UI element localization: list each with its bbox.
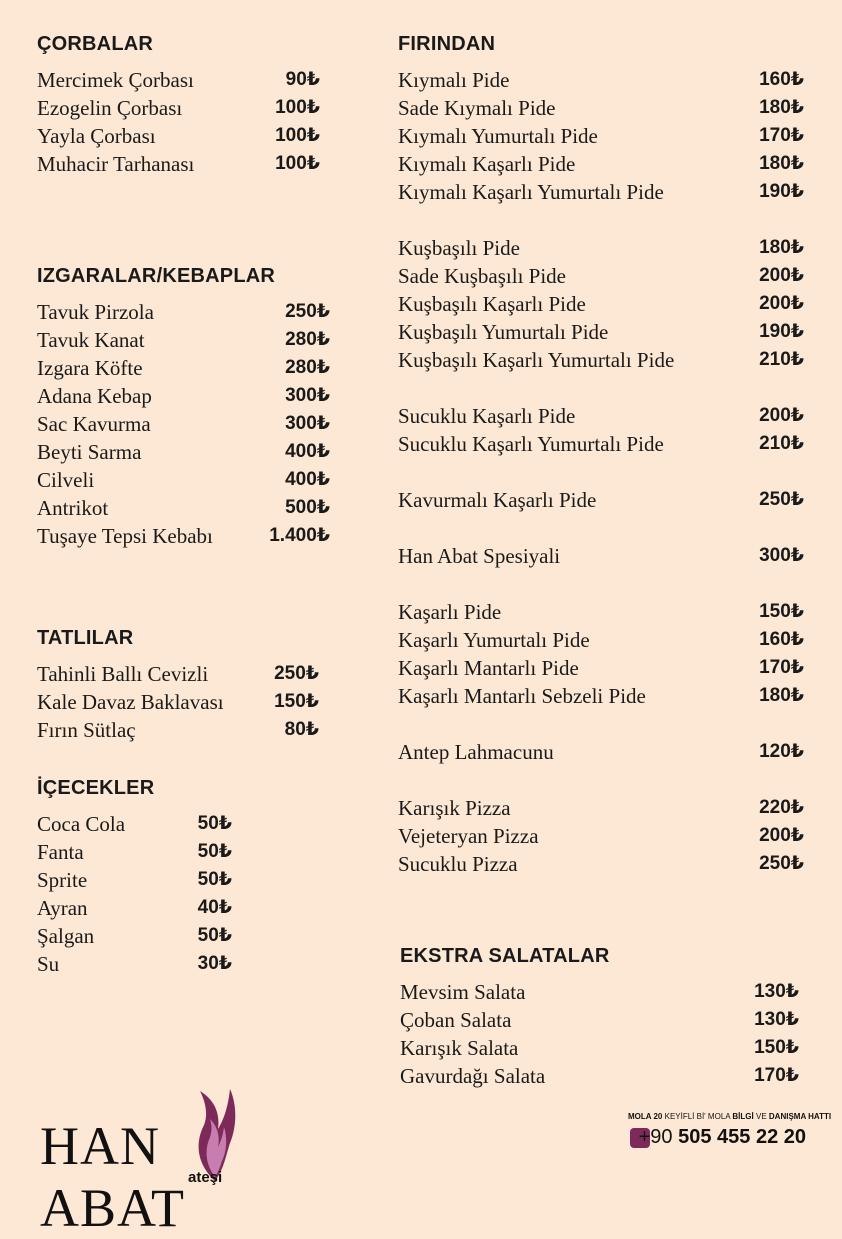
item-price: 150₺ bbox=[759, 601, 804, 622]
item-price: 200₺ bbox=[759, 405, 804, 426]
item-price: 400₺ bbox=[285, 469, 330, 490]
menu-item bbox=[37, 326, 330, 354]
menu-item bbox=[37, 122, 320, 150]
item-price: 50₺ bbox=[197, 841, 232, 862]
item-price: 100₺ bbox=[275, 125, 320, 146]
item-price: 100₺ bbox=[275, 153, 320, 174]
menu-item bbox=[400, 1062, 799, 1090]
menu-item bbox=[398, 122, 804, 150]
section-title: TATLILAR bbox=[37, 627, 134, 649]
menu-item bbox=[398, 150, 804, 178]
section-title: FIRINDAN bbox=[398, 33, 496, 55]
item-name: Sprite bbox=[37, 868, 88, 892]
menu-item bbox=[400, 1006, 799, 1034]
item-name: Karışık Pizza bbox=[398, 796, 511, 820]
contact-brand: MOLA 20 bbox=[628, 1112, 663, 1121]
menu-item bbox=[398, 682, 804, 710]
item-price: 120₺ bbox=[759, 741, 804, 762]
item-price: 180₺ bbox=[759, 237, 804, 258]
item-name: Karışık Salata bbox=[400, 1036, 519, 1060]
menu-item bbox=[37, 66, 320, 94]
item-price: 130₺ bbox=[754, 1009, 799, 1030]
item-price: 50₺ bbox=[197, 925, 232, 946]
menu-item bbox=[398, 290, 804, 318]
item-price: 170₺ bbox=[754, 1065, 799, 1086]
item-name: Beyti Sarma bbox=[37, 440, 142, 464]
item-price: 40₺ bbox=[197, 897, 232, 918]
item-name: Tahinli Ballı Cevizli bbox=[37, 662, 209, 686]
menu-item bbox=[37, 438, 330, 466]
item-price: 280₺ bbox=[285, 357, 330, 378]
menu-item bbox=[400, 1034, 799, 1062]
item-name: Kavurmalı Kaşarlı Pide bbox=[398, 488, 597, 512]
menu-item bbox=[398, 262, 804, 290]
item-price: 250₺ bbox=[759, 853, 804, 874]
menu-item bbox=[398, 486, 804, 514]
item-name: Kaşarlı Pide bbox=[398, 600, 502, 624]
contact-tagline-end: DANIŞMA HATTI bbox=[768, 1112, 832, 1121]
menu-item bbox=[398, 822, 804, 850]
item-price: 190₺ bbox=[759, 181, 804, 202]
contact-tagline-and: VE bbox=[755, 1112, 767, 1121]
item-name: Muhacir Tarhanası bbox=[37, 152, 195, 176]
item-price: 170₺ bbox=[759, 657, 804, 678]
menu-item bbox=[37, 466, 330, 494]
item-name: Yayla Çorbası bbox=[37, 124, 156, 148]
phone-number[interactable] bbox=[639, 1126, 806, 1149]
item-price: 180₺ bbox=[759, 97, 804, 118]
item-name: Sucuklu Pizza bbox=[398, 852, 518, 876]
contact-tagline-bold: BİLGİ bbox=[732, 1112, 754, 1121]
menu-item bbox=[37, 716, 319, 744]
menu-item bbox=[398, 402, 804, 430]
section-title: IZGARALAR/KEBAPLAR bbox=[37, 265, 276, 287]
item-price: 160₺ bbox=[759, 69, 804, 90]
menu-item bbox=[398, 178, 804, 206]
menu-item bbox=[37, 810, 232, 838]
item-price: 150₺ bbox=[754, 1037, 799, 1058]
item-name: Coca Cola bbox=[37, 812, 126, 836]
menu-item bbox=[398, 346, 804, 374]
menu-item bbox=[37, 94, 320, 122]
item-price: 180₺ bbox=[759, 685, 804, 706]
item-price: 300₺ bbox=[759, 545, 804, 566]
group-spacer bbox=[398, 206, 804, 234]
item-name: Sac Kavurma bbox=[37, 412, 151, 436]
item-name: Gavurdağı Salata bbox=[400, 1064, 546, 1088]
item-price: 300₺ bbox=[285, 413, 330, 434]
item-price: 160₺ bbox=[759, 629, 804, 650]
item-price: 250₺ bbox=[759, 489, 804, 510]
item-price: 50₺ bbox=[197, 813, 232, 834]
item-name: Kuşbaşılı Kaşarlı Pide bbox=[398, 292, 586, 316]
menu-item bbox=[398, 626, 804, 654]
item-name: Kuşbaşılı Kaşarlı Yumurtalı Pide bbox=[398, 348, 675, 372]
menu-item bbox=[37, 382, 330, 410]
section-title: ÇORBALAR bbox=[37, 33, 154, 55]
group-spacer bbox=[398, 570, 804, 598]
group-spacer bbox=[398, 374, 804, 402]
item-price: 300₺ bbox=[285, 385, 330, 406]
menu-item bbox=[37, 522, 330, 550]
item-name: Sucuklu Kaşarlı Yumurtalı Pide bbox=[398, 432, 664, 456]
menu-item bbox=[398, 66, 804, 94]
item-price: 150₺ bbox=[274, 691, 319, 712]
menu-item bbox=[37, 298, 330, 326]
menu-item bbox=[37, 660, 319, 688]
item-name: Kaşarlı Mantarlı Sebzeli Pide bbox=[398, 684, 646, 708]
item-price: 80₺ bbox=[284, 719, 319, 740]
group-spacer bbox=[398, 766, 804, 794]
item-name: Antep Lahmacunu bbox=[398, 740, 554, 764]
item-name: Kıymalı Kaşarlı Yumurtalı Pide bbox=[398, 180, 664, 204]
item-price: 30₺ bbox=[197, 953, 232, 974]
menu-item bbox=[37, 950, 232, 978]
menu-item bbox=[37, 494, 330, 522]
menu-item bbox=[398, 542, 804, 570]
menu-item bbox=[37, 894, 232, 922]
item-price: 170₺ bbox=[759, 125, 804, 146]
menu-item bbox=[398, 794, 804, 822]
section-tatlilar bbox=[37, 626, 319, 744]
menu-item bbox=[398, 234, 804, 262]
item-price: 280₺ bbox=[285, 329, 330, 350]
menu-item bbox=[398, 738, 804, 766]
item-name: Kıymalı Pide bbox=[398, 68, 510, 92]
item-price: 190₺ bbox=[759, 321, 804, 342]
item-name: Mercimek Çorbası bbox=[37, 68, 194, 92]
item-name: Kale Davaz Baklavası bbox=[37, 690, 224, 714]
item-price: 250₺ bbox=[285, 301, 330, 322]
item-name: Kuşbaşılı Yumurtalı Pide bbox=[398, 320, 609, 344]
item-name: Vejeteryan Pizza bbox=[398, 824, 539, 848]
group-spacer bbox=[398, 458, 804, 486]
item-price: 500₺ bbox=[285, 497, 330, 518]
contact-info bbox=[628, 1112, 832, 1152]
item-name: Su bbox=[37, 952, 60, 976]
menu-item bbox=[398, 94, 804, 122]
group-spacer bbox=[398, 710, 804, 738]
phone-digits: 505 455 22 20 bbox=[678, 1126, 806, 1148]
section-icecekler bbox=[37, 776, 232, 978]
item-name: Kıymalı Kaşarlı Pide bbox=[398, 152, 576, 176]
logo-sub: ateşi bbox=[188, 1169, 223, 1186]
item-name: Tavuk Kanat bbox=[37, 328, 145, 352]
item-name: Fanta bbox=[37, 840, 84, 864]
menu-item bbox=[400, 978, 799, 1006]
menu-item bbox=[37, 354, 330, 382]
item-name: Tavuk Pirzola bbox=[37, 300, 154, 324]
item-price: 220₺ bbox=[759, 797, 804, 818]
phone-prefix: +90 bbox=[638, 1126, 673, 1148]
logo-left: HAN bbox=[40, 1116, 160, 1176]
section-title: İÇECEKLER bbox=[37, 777, 155, 799]
section-salatalar bbox=[400, 944, 799, 1090]
item-name: Kaşarlı Mantarlı Pide bbox=[398, 656, 579, 680]
menu-item bbox=[37, 688, 319, 716]
item-price: 130₺ bbox=[754, 981, 799, 1002]
item-name: Izgara Köfte bbox=[37, 356, 143, 380]
menu-item bbox=[398, 598, 804, 626]
item-name: Tuşaye Tepsi Kebabı bbox=[37, 524, 213, 548]
logo-right: ABAT bbox=[40, 1178, 186, 1238]
menu-item bbox=[37, 150, 320, 178]
item-price: 200₺ bbox=[759, 265, 804, 286]
item-price: 1.400₺ bbox=[269, 525, 330, 546]
item-name: Sucuklu Kaşarlı Pide bbox=[398, 404, 576, 428]
section-firindan bbox=[398, 32, 804, 878]
item-name: Ezogelin Çorbası bbox=[37, 96, 183, 120]
item-price: 180₺ bbox=[759, 153, 804, 174]
menu-item bbox=[37, 922, 232, 950]
item-name: Şalgan bbox=[37, 924, 95, 948]
item-name: Sade Kuşbaşılı Pide bbox=[398, 264, 566, 288]
menu-item bbox=[398, 850, 804, 878]
item-name: Çoban Salata bbox=[400, 1008, 512, 1032]
item-name: Ayran bbox=[37, 896, 88, 920]
menu-item bbox=[37, 866, 232, 894]
section-title: EKSTRA SALATALAR bbox=[400, 945, 610, 967]
item-name: Cilveli bbox=[37, 468, 95, 492]
han-abat-logo bbox=[40, 1085, 340, 1238]
group-spacer bbox=[398, 514, 804, 542]
item-name: Adana Kebap bbox=[37, 384, 152, 408]
section-izgaralar bbox=[37, 264, 330, 550]
item-price: 250₺ bbox=[274, 663, 319, 684]
contact-tagline-mid: KEYİFLİ Bİ' MOLA bbox=[664, 1112, 731, 1121]
item-price: 210₺ bbox=[759, 349, 804, 370]
item-name: Antrikot bbox=[37, 496, 109, 520]
menu-item bbox=[37, 838, 232, 866]
item-price: 100₺ bbox=[275, 97, 320, 118]
item-name: Han Abat Spesiyali bbox=[398, 544, 561, 568]
item-price: 90₺ bbox=[285, 69, 320, 90]
menu-item bbox=[37, 410, 330, 438]
item-name: Mevsim Salata bbox=[400, 980, 526, 1004]
item-price: 50₺ bbox=[197, 869, 232, 890]
item-name: Sade Kıymalı Pide bbox=[398, 96, 556, 120]
item-name: Kuşbaşılı Pide bbox=[398, 236, 520, 260]
contact-tagline bbox=[628, 1112, 832, 1121]
item-name: Kıymalı Yumurtalı Pide bbox=[398, 124, 598, 148]
menu-item bbox=[398, 654, 804, 682]
item-name: Kaşarlı Yumurtalı Pide bbox=[398, 628, 590, 652]
item-price: 210₺ bbox=[759, 433, 804, 454]
phone-row[interactable] bbox=[628, 1126, 806, 1152]
menu-item bbox=[398, 430, 804, 458]
item-price: 400₺ bbox=[285, 441, 330, 462]
item-price: 200₺ bbox=[759, 825, 804, 846]
menu-item bbox=[398, 318, 804, 346]
section-corbalar bbox=[37, 32, 320, 178]
item-price: 200₺ bbox=[759, 293, 804, 314]
item-name: Fırın Sütlaç bbox=[37, 718, 136, 742]
